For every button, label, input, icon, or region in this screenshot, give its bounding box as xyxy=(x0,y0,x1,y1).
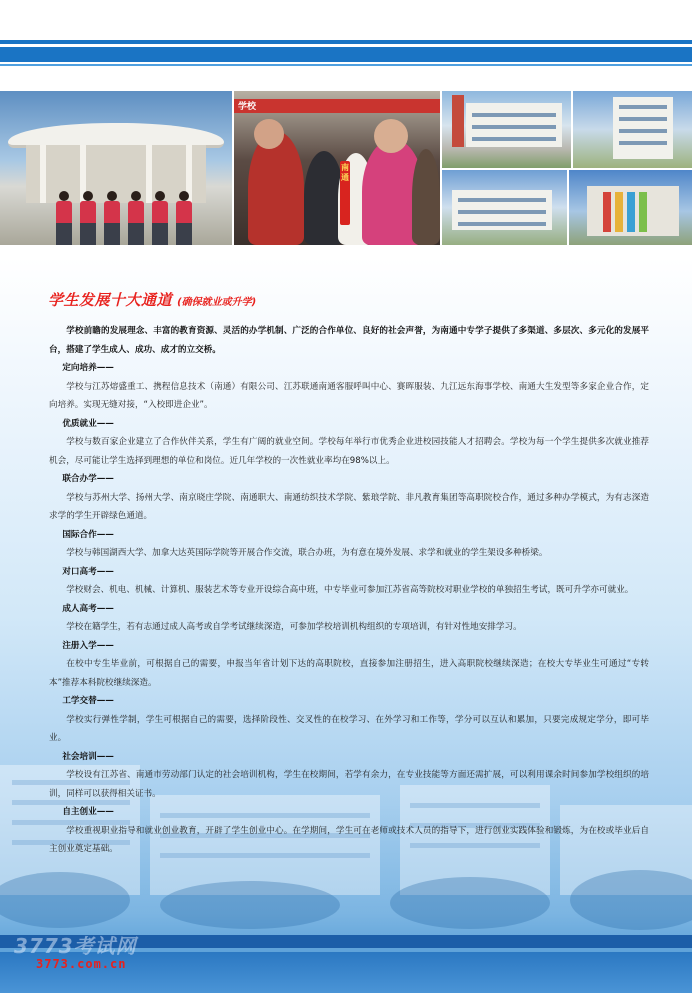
section-body-10: 学校重视职业指导和就业创业教育，开辟了学生创业中心。在学期间，学生可在老师或技术人员的指导下，进行创业实践体验和锻炼，为在校或毕业后自主创业奠定基础。 xyxy=(49,825,649,854)
intro-paragraph: 学校前瞻的发展理念、丰富的教育资源、灵活的办学机制、广泛的合作单位、良好的社会声誉，为南通中专学子提供了多渠道、多层次、多元化的发展平台，搭建了学生成人、成功、成才的立交桥。 xyxy=(49,326,649,355)
header-stripe-wide xyxy=(0,47,692,62)
header-band xyxy=(0,0,692,90)
section-title-4: 国际合作—— xyxy=(62,529,114,540)
section-title-6: 成人高考—— xyxy=(62,603,114,614)
section-title-1: 定向培养—— xyxy=(62,363,114,373)
photo-campus-gate xyxy=(0,91,232,245)
section-body-1: 学校与江苏熔盛重工、携程信息技术（南通）有限公司、江苏联通南通客服呼叫中心、赛晖服装、九江远东海事学校、南通大生发型等多家企业合作，定向培养。实现无缝对接，“入校即进企业”。 xyxy=(49,381,649,410)
photo-campus-building-2 xyxy=(573,91,692,168)
section-body-4: 学校与韩国湖西大学、加拿大达英国际学院等开展合作交流，联合办班，为有意在境外发展、求学和就业的学生架设多种桥梁。 xyxy=(66,548,548,558)
header-stripe-thin xyxy=(0,64,692,66)
photo-campus-building-1 xyxy=(442,91,571,168)
section-title-7: 注册入学—— xyxy=(62,640,114,651)
section-body-9: 学校设有江苏省、南通市劳动部门认定的社会培训机构，学生在校期间，若学有余力，在专业技能等方面还需扩展，可以利用课余时间参加学校组织的培训，同样可以获得相关证书。 xyxy=(49,770,649,799)
photo-event-crowd xyxy=(234,91,440,245)
photo-sign-text: 学校 xyxy=(238,102,257,112)
section-title-3: 联合办学—— xyxy=(62,474,114,484)
section-body-7: 在校中专生毕业前，可根据自己的需要，申报当年省计划下达的高职院校，直接参加注册招生，进入高职院校继续深造；在校大专毕业生可通过“专转本”推荐本科院校继续深造。 xyxy=(49,659,649,688)
section-title-9: 社会培训—— xyxy=(62,751,114,762)
photo-banner-text: 南通 xyxy=(341,163,349,182)
photo-campus-building-3 xyxy=(442,170,567,245)
watermark-logo: 3773考试网 xyxy=(14,934,137,958)
section-body-2: 学校与数百家企业建立了合作伙伴关系，学生有广阔的就业空间。学校每年举行市优秀企业进校园技能人才招聘会。学校为每一个学生提供多次就业推荐机会，尽可能让学生选择到理想的单位和岗位。近几年学校的一次性就业率均在98%以上。 xyxy=(49,437,649,466)
section-title-8: 工学交替—— xyxy=(62,696,114,706)
section-heading xyxy=(48,289,256,310)
section-body-5: 学校财会、机电、机械、计算机、服装艺术等专业开设综合高中班，中专毕业可参加江苏省高等院校对职业学校的单独招生考试，既可升学亦可就业。 xyxy=(66,585,634,595)
article-body xyxy=(49,322,649,859)
watermark-url-link[interactable]: 3773.com.cn xyxy=(36,957,127,971)
section-title-2: 优质就业—— xyxy=(62,418,114,429)
section-title-10: 自主创业—— xyxy=(62,807,114,817)
section-title-5: 对口高考—— xyxy=(62,566,114,577)
header-stripe xyxy=(0,40,692,44)
section-body-8: 学校实行弹性学制，学生可根据自己的需要，选择阶段性、交叉性的在校学习、在外学习和工作等，学分可以互认和累加，只要完成规定学分，即可毕业。 xyxy=(49,714,649,743)
photo-collage xyxy=(0,91,692,245)
photo-campus-building-4 xyxy=(569,170,692,245)
heading-title: 学生发展十大通道 xyxy=(48,291,173,309)
section-body-6: 学校在籍学生，若有志通过成人高考或自学考试继续深造，可参加学校培训机构组织的专项培训，有针对性地安排学习。 xyxy=(66,622,522,632)
section-body-3: 学校与苏州大学、扬州大学、南京晓庄学院、南通职大、南通纺织技术学院、紫琅学院、非凡教育集团等高职院校合作，通过多种办学模式，为有志深造求学的学生开辟绿色通道。 xyxy=(49,492,649,521)
heading-subtitle: (确保就业或升学) xyxy=(177,297,257,308)
